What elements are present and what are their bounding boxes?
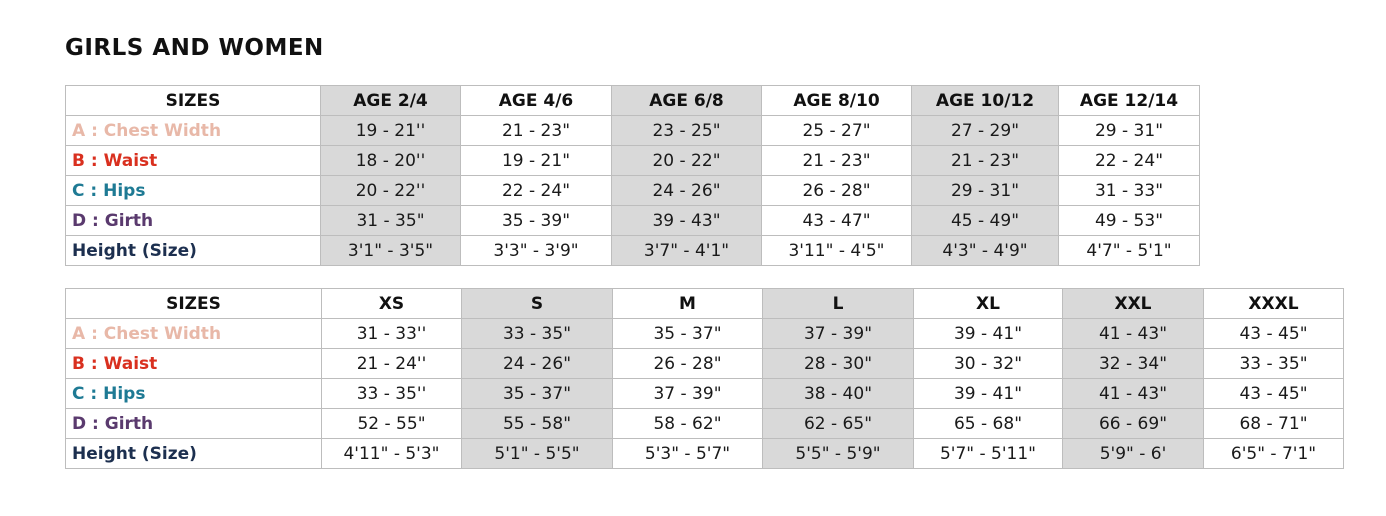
- column-header: XXXL: [1204, 289, 1344, 319]
- table-cell: 4'7" - 5'1": [1059, 236, 1200, 266]
- table-cell: 21 - 23": [762, 146, 912, 176]
- table-cell: 32 - 34": [1063, 349, 1204, 379]
- table-row: [66, 236, 1200, 266]
- table-cell: 5'7" - 5'11": [914, 439, 1063, 469]
- table-cell: 33 - 35'': [322, 379, 462, 409]
- table-header-row: [66, 289, 1344, 319]
- table-cell: 39 - 43": [612, 206, 762, 236]
- table-cell: 39 - 41": [914, 319, 1063, 349]
- table-row: [66, 116, 1200, 146]
- table-cell: 38 - 40": [763, 379, 914, 409]
- table-cell: 20 - 22'': [321, 176, 461, 206]
- table-cell: 5'1" - 5'5": [462, 439, 613, 469]
- table-cell: 37 - 39": [613, 379, 763, 409]
- table-cell: 19 - 21'': [321, 116, 461, 146]
- table-cell: 21 - 23": [912, 146, 1059, 176]
- column-header: L: [763, 289, 914, 319]
- table-cell: 3'11" - 4'5": [762, 236, 912, 266]
- table-cell: 6'5" - 7'1": [1204, 439, 1344, 469]
- table-cell: 35 - 37": [462, 379, 613, 409]
- table-row: [66, 379, 1344, 409]
- row-label-hips: C : Hips: [66, 379, 322, 409]
- column-header: AGE 12/14: [1059, 86, 1200, 116]
- column-header: AGE 10/12: [912, 86, 1059, 116]
- table-cell: 39 - 41": [914, 379, 1063, 409]
- table-cell: 3'7" - 4'1": [612, 236, 762, 266]
- age-size-table: [65, 85, 1200, 266]
- table-cell: 3'1" - 3'5": [321, 236, 461, 266]
- table-cell: 23 - 25": [612, 116, 762, 146]
- table-cell: 31 - 33'': [322, 319, 462, 349]
- row-label-chest-width: A : Chest Width: [66, 319, 322, 349]
- table-cell: 4'11" - 5'3": [322, 439, 462, 469]
- column-header: AGE 2/4: [321, 86, 461, 116]
- table-cell: 5'3" - 5'7": [613, 439, 763, 469]
- column-header: XS: [322, 289, 462, 319]
- table-row: [66, 409, 1344, 439]
- table-cell: 26 - 28": [613, 349, 763, 379]
- table-cell: 62 - 65": [763, 409, 914, 439]
- column-header: SIZES: [66, 86, 321, 116]
- table-cell: 3'3" - 3'9": [461, 236, 612, 266]
- row-label-girth: D : Girth: [66, 206, 321, 236]
- table-cell: 31 - 33": [1059, 176, 1200, 206]
- table-row: [66, 176, 1200, 206]
- row-label-waist: B : Waist: [66, 349, 322, 379]
- column-header: AGE 6/8: [612, 86, 762, 116]
- table-cell: 33 - 35": [1204, 349, 1344, 379]
- table-row: [66, 146, 1200, 176]
- table-cell: 65 - 68": [914, 409, 1063, 439]
- table-cell: 28 - 30": [763, 349, 914, 379]
- table-cell: 66 - 69": [1063, 409, 1204, 439]
- table-row: [66, 206, 1200, 236]
- row-label-waist: B : Waist: [66, 146, 321, 176]
- table-cell: 5'9" - 6': [1063, 439, 1204, 469]
- column-header: SIZES: [66, 289, 322, 319]
- table-cell: 5'5" - 5'9": [763, 439, 914, 469]
- table-cell: 21 - 24'': [322, 349, 462, 379]
- table-row: [66, 439, 1344, 469]
- column-header: XXL: [1063, 289, 1204, 319]
- column-header: AGE 4/6: [461, 86, 612, 116]
- table-cell: 33 - 35": [462, 319, 613, 349]
- table-cell: 25 - 27": [762, 116, 912, 146]
- table-cell: 26 - 28": [762, 176, 912, 206]
- table-cell: 41 - 43": [1063, 319, 1204, 349]
- table-cell: 30 - 32": [914, 349, 1063, 379]
- table-cell: 4'3" - 4'9": [912, 236, 1059, 266]
- table-row: [66, 349, 1344, 379]
- page-title: GIRLS AND WOMEN: [65, 35, 324, 61]
- table-cell: 24 - 26": [462, 349, 613, 379]
- row-label-hips: C : Hips: [66, 176, 321, 206]
- column-header: XL: [914, 289, 1063, 319]
- column-header: S: [462, 289, 613, 319]
- table-cell: 43 - 47": [762, 206, 912, 236]
- table-cell: 18 - 20'': [321, 146, 461, 176]
- table-cell: 31 - 35": [321, 206, 461, 236]
- table-cell: 41 - 43": [1063, 379, 1204, 409]
- table-cell: 35 - 39": [461, 206, 612, 236]
- table-cell: 20 - 22": [612, 146, 762, 176]
- table-cell: 24 - 26": [612, 176, 762, 206]
- column-header: AGE 8/10: [762, 86, 912, 116]
- table-cell: 27 - 29": [912, 116, 1059, 146]
- row-label-girth: D : Girth: [66, 409, 322, 439]
- table-cell: 37 - 39": [763, 319, 914, 349]
- column-header: M: [613, 289, 763, 319]
- row-label-chest-width: A : Chest Width: [66, 116, 321, 146]
- table-cell: 43 - 45": [1204, 319, 1344, 349]
- table-cell: 52 - 55": [322, 409, 462, 439]
- table-cell: 55 - 58": [462, 409, 613, 439]
- table-header-row: [66, 86, 1200, 116]
- table-cell: 22 - 24": [1059, 146, 1200, 176]
- adult-size-table: [65, 288, 1344, 469]
- table-cell: 29 - 31": [912, 176, 1059, 206]
- table-cell: 58 - 62": [613, 409, 763, 439]
- table-cell: 21 - 23": [461, 116, 612, 146]
- row-label-height: Height (Size): [66, 439, 322, 469]
- table-cell: 45 - 49": [912, 206, 1059, 236]
- table-cell: 49 - 53": [1059, 206, 1200, 236]
- table-cell: 35 - 37": [613, 319, 763, 349]
- table-cell: 43 - 45": [1204, 379, 1344, 409]
- row-label-height: Height (Size): [66, 236, 321, 266]
- table-cell: 29 - 31": [1059, 116, 1200, 146]
- table-cell: 22 - 24": [461, 176, 612, 206]
- table-cell: 68 - 71": [1204, 409, 1344, 439]
- table-cell: 19 - 21": [461, 146, 612, 176]
- table-row: [66, 319, 1344, 349]
